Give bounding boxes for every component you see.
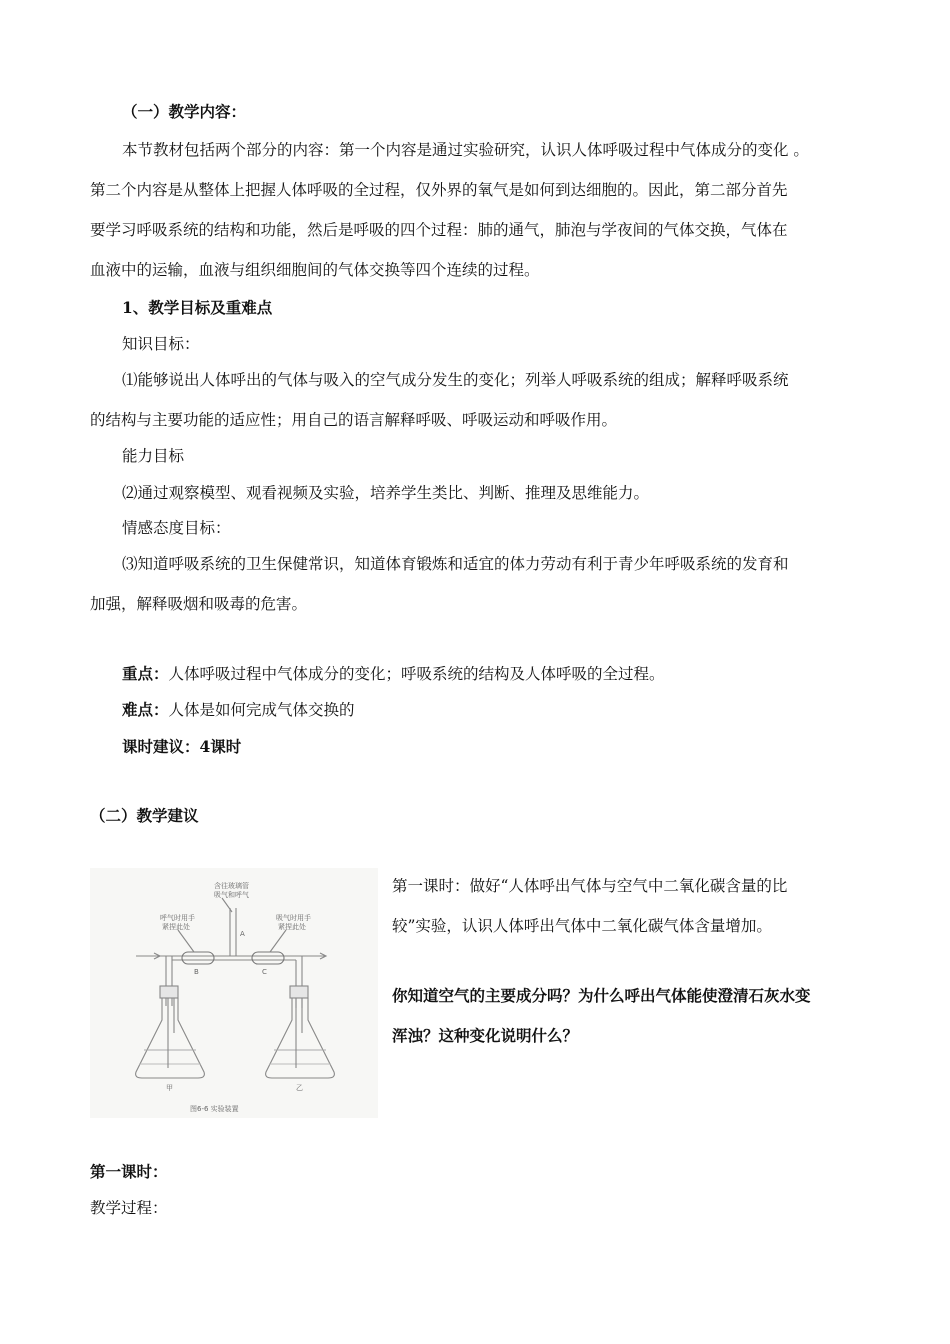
emotion-label: 情感态度目标： — [122, 519, 231, 537]
intro-line-2: 第二个内容是从整体上把握人体呼吸的全过程，仅外界的氧气是如何到达细胞的。因此，第二部分首先 — [90, 181, 788, 199]
lesson1-heading: 第一课时： — [90, 1162, 168, 1181]
figure-label-right-2: 紧捏此处 — [278, 923, 306, 931]
emotion-line-1: ⑶知道呼吸系统的卫生保健常识，知道体育锻炼和适宜的体力劳动有利于青少年呼吸系统的发育和 — [122, 555, 789, 573]
key-label: 重点： — [122, 664, 169, 683]
intro-line-1: 本节教材包括两个部分的内容：第一个内容是通过实验研究，认识人体呼吸过程中气体成分的变化 。 — [122, 141, 809, 159]
key-point — [122, 664, 665, 684]
figure-label-b: B — [194, 968, 199, 976]
figure-label-yi: 乙 — [296, 1084, 303, 1092]
difficulty-point — [122, 700, 355, 720]
figure-label-top-2: 吸气和呼气 — [214, 891, 249, 899]
experiment-apparatus-diagram — [90, 868, 378, 1118]
knowledge-line-2: 的结构与主要功能的适应性；用自己的语言解释呼吸、呼吸运动和呼吸作用。 — [90, 411, 618, 429]
knowledge-line-1: ⑴能够说出人体呼出的气体与吸入的空气成分发生的变化；列举人呼吸系统的组成；解释呼吸系统 — [122, 371, 789, 389]
lesson1-line-2: 较”实验，认识人体呼出气体中二氧化碳气体含量增加。 — [392, 917, 772, 935]
figure-label-top-1: 含往玻璃管 — [214, 882, 249, 890]
experiment-figure — [90, 868, 378, 1118]
figure-caption: 图6-6 实验装置 — [190, 1105, 239, 1113]
key-text: 人体呼吸过程中气体成分的变化；呼吸系统的结构及人体呼吸的全过程。 — [168, 665, 665, 683]
intro-line-4: 血液中的运输，血液与组织细胞间的气体交换等四个连续的过程。 — [90, 261, 540, 279]
question-line-2: 浑浊？这种变化说明什么？ — [392, 1026, 579, 1045]
question-line-1: 你知道空气的主要成分吗？为什么呼出气体能使澄清石灰水变 — [392, 986, 811, 1005]
difficulty-label: 难点： — [122, 700, 169, 719]
ability-label: 能力目标 — [122, 447, 185, 465]
figure-label-a: A — [240, 930, 245, 938]
figure-label-jia: 甲 — [166, 1084, 173, 1092]
figure-label-left-2: 紧捏此处 — [162, 923, 190, 931]
objectives-heading: 1、教学目标及重难点 — [122, 298, 273, 317]
section2-heading: （二）教学建议 — [90, 806, 199, 825]
knowledge-label: 知识目标： — [122, 335, 200, 353]
difficulty-text: 人体是如何完成气体交换的 — [168, 701, 355, 719]
section1-heading: （一）教学内容： — [122, 102, 247, 121]
figure-label-c: C — [262, 968, 267, 976]
figure-label-left-1: 呼气时用手 — [160, 914, 195, 922]
figure-label-right-1: 吸气时用手 — [276, 914, 311, 922]
emotion-line-2: 加强，解释吸烟和吸毒的危害。 — [90, 595, 308, 613]
hours-suggestion: 课时建议：4课时 — [122, 737, 242, 756]
lesson1-line-1: 第一课时：做好“人体呼出气体与空气中二氧化碳含量的比 — [392, 877, 788, 895]
intro-line-3: 要学习呼吸系统的结构和功能，然后是呼吸的四个过程：肺的通气，肺泡与学夜间的气体交换，气体在 — [90, 221, 788, 239]
process-label: 教学过程： — [90, 1199, 168, 1217]
ability-line: ⑵通过观察模型、观看视频及实验，培养学生类比、判断、推理及思维能力。 — [122, 484, 650, 502]
